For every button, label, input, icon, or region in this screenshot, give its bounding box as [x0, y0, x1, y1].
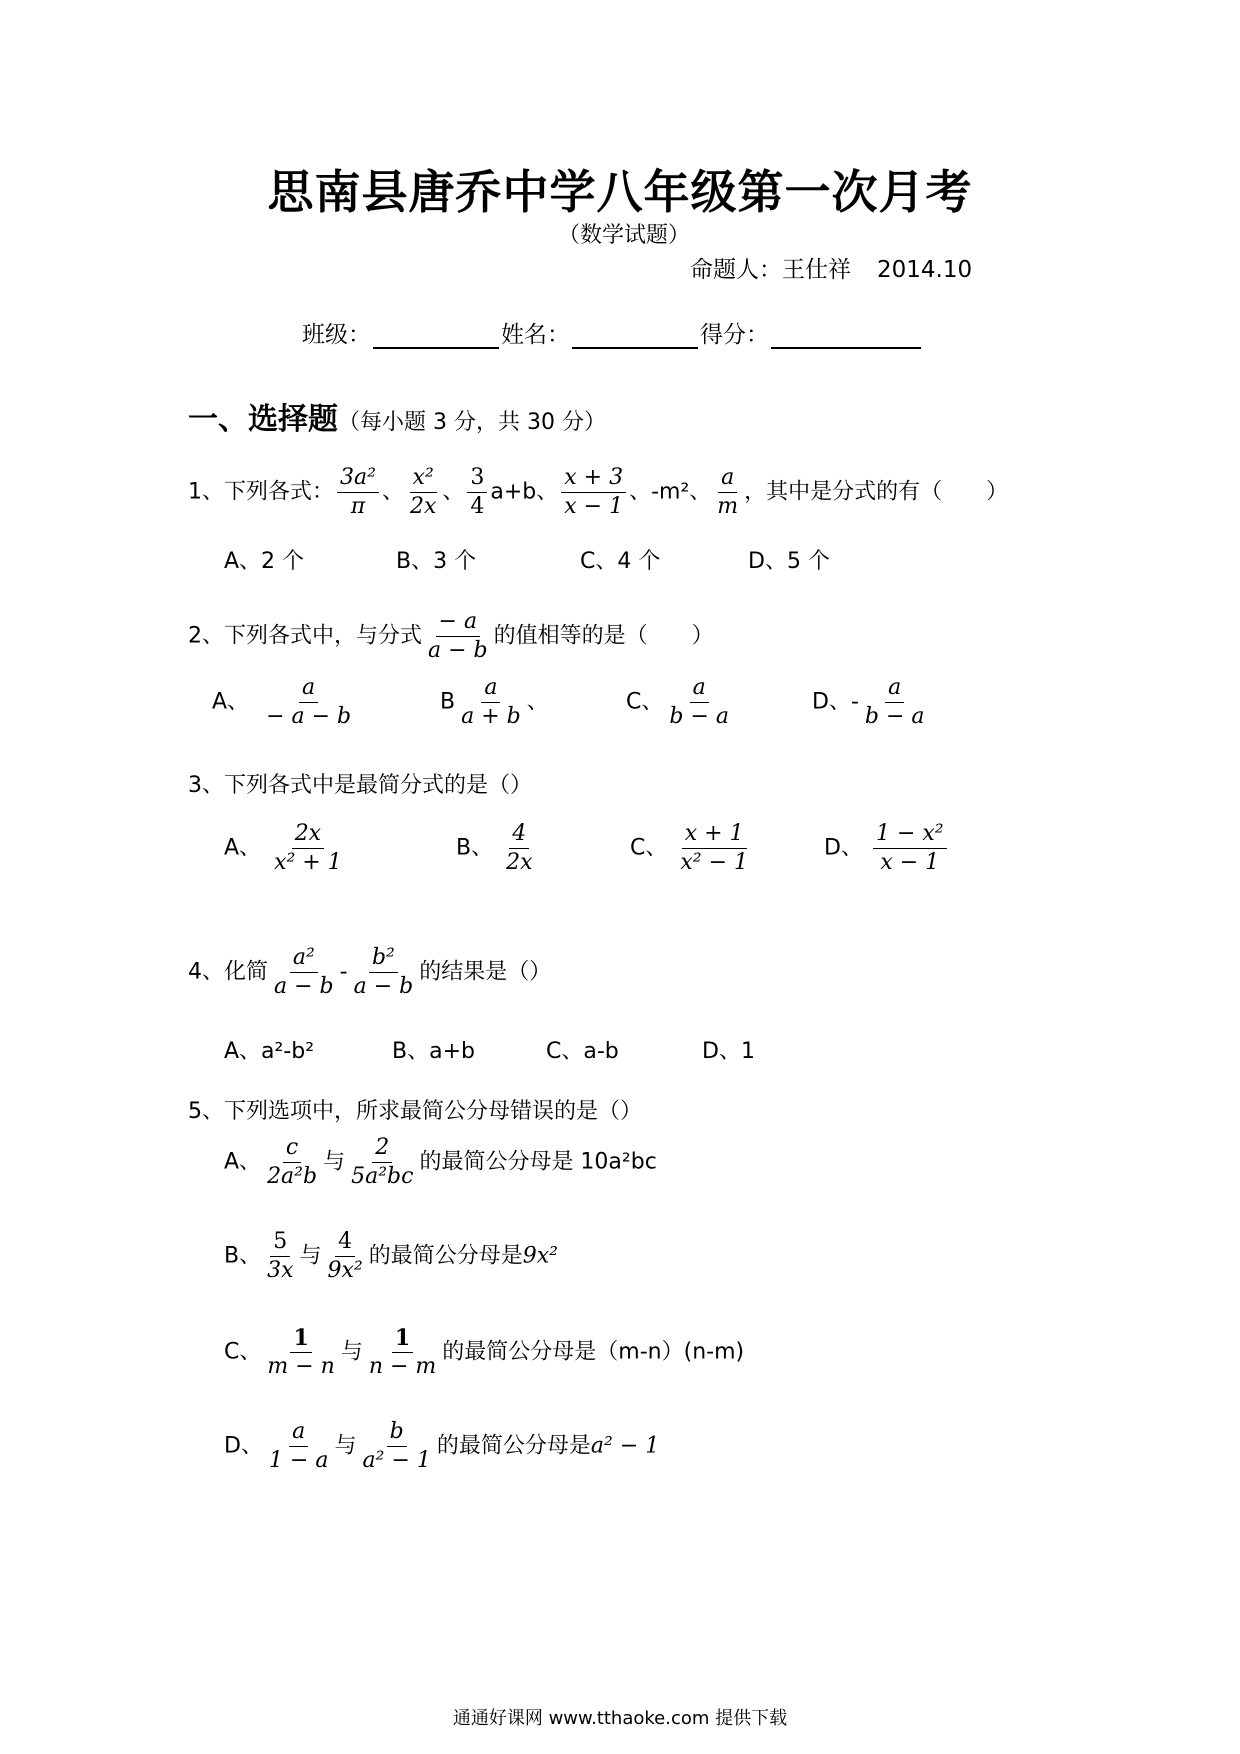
q4-prefix: 4、化简	[188, 959, 268, 985]
score-blank[interactable]	[771, 323, 921, 349]
q2-option-c[interactable]	[626, 674, 735, 731]
denominator: 5a²bc	[351, 1164, 414, 1189]
question-1	[188, 464, 1008, 521]
q5-option-d[interactable]	[224, 1418, 659, 1475]
numerator: 1	[392, 1324, 413, 1353]
numerator: a	[690, 674, 709, 703]
option-text: 的最简公分母是	[368, 1243, 523, 1269]
q1-fraction-4	[561, 464, 626, 521]
section-title: 一、选择题	[188, 402, 338, 437]
denominator: a − b	[353, 974, 414, 999]
denominator: x² − 1	[680, 850, 749, 875]
q5-c-fraction-2	[366, 1324, 439, 1381]
numerator: 5	[270, 1228, 290, 1257]
q5-option-a[interactable]	[224, 1134, 657, 1191]
numerator: 3a²	[337, 464, 379, 493]
denominator: m − n	[267, 1354, 335, 1379]
q3-option-c[interactable]	[630, 820, 754, 877]
denominator: m	[717, 494, 739, 519]
q1-term-3: a+b、	[490, 479, 559, 505]
option-label: C、	[626, 689, 664, 715]
option-label: C、	[224, 1339, 262, 1365]
numerator: 4	[335, 1228, 355, 1257]
question-4	[188, 944, 551, 1001]
option-expression: a² − 1	[590, 1433, 660, 1459]
q1-suffix: ，其中是分式的有（ ）	[744, 479, 1009, 505]
q4-option-c[interactable]: C、a-b	[546, 1039, 619, 1064]
author-line	[690, 251, 972, 284]
q4-option-a[interactable]: A、a²-b²	[224, 1039, 315, 1064]
numerator: − a	[436, 608, 481, 637]
denominator: − a − b	[266, 704, 352, 729]
denominator: a − b	[274, 974, 334, 999]
numerator: x + 1	[682, 820, 747, 849]
question-2	[188, 608, 714, 665]
q2-prefix: 2、下列各式中，与分式	[188, 623, 422, 649]
denominator: 1 − a	[268, 1448, 329, 1473]
q2-fraction	[425, 608, 491, 665]
denominator: 2x	[409, 494, 437, 519]
q1-option-c[interactable]: C、4 个	[580, 549, 661, 574]
option-label: A、	[224, 835, 262, 861]
q1-fraction-1	[337, 464, 379, 521]
q4-minus: -	[339, 959, 348, 985]
numerator: 1	[290, 1324, 311, 1353]
class-blank[interactable]	[373, 323, 499, 349]
q5-d-fraction-1	[266, 1418, 332, 1475]
option-expression: 9x²	[522, 1243, 558, 1269]
denominator: π	[350, 494, 366, 519]
numerator: a	[885, 674, 904, 703]
q1-fraction-5	[714, 464, 741, 521]
numerator: a	[481, 674, 500, 703]
q1-option-b[interactable]: B、3 个	[396, 549, 477, 574]
class-label: 班级：	[302, 322, 371, 348]
exam-title: 思南县唐乔中学八年级第一次月考	[267, 165, 973, 219]
q4-fraction-1	[271, 944, 337, 1001]
q5-d-fraction-2	[360, 1418, 434, 1475]
q3-d-fraction	[873, 820, 947, 877]
numerator: 3	[467, 464, 487, 493]
q2-b-fraction	[458, 674, 524, 731]
denominator: a + b	[461, 704, 521, 729]
denominator: b − a	[669, 704, 729, 729]
q2-option-a[interactable]	[212, 674, 357, 731]
denominator: a² − 1	[362, 1448, 431, 1473]
denominator: 2x	[506, 850, 533, 875]
option-label: B、	[224, 1243, 262, 1269]
connector: 与	[340, 1339, 363, 1365]
q1-option-d[interactable]: D、5 个	[748, 549, 830, 574]
numerator: c	[283, 1134, 301, 1163]
q4-option-d[interactable]: D、1	[702, 1039, 755, 1064]
option-text: 的最简公分母是 10a²bc	[419, 1149, 657, 1175]
numerator: a	[289, 1418, 308, 1447]
q1-option-a[interactable]: A、2 个	[224, 549, 305, 574]
numerator: x + 3	[561, 464, 626, 493]
denominator: 4	[470, 494, 485, 519]
numerator: a	[299, 674, 318, 703]
q1-term-4: 、-m²、	[629, 479, 712, 505]
numerator: 2	[372, 1134, 392, 1163]
option-label: A、	[212, 689, 250, 715]
exam-subtitle: （数学试题）	[557, 223, 690, 248]
connector: 与	[299, 1243, 322, 1269]
denominator: 2a²b	[267, 1164, 318, 1189]
option-label: A、	[224, 1149, 262, 1175]
numerator: 1 − x²	[873, 820, 947, 849]
name-blank[interactable]	[572, 323, 698, 349]
author-label: 命题人：王仕祥	[690, 257, 851, 283]
section-heading	[188, 394, 606, 438]
option-label: B	[440, 689, 456, 715]
q5-option-c[interactable]	[224, 1324, 744, 1381]
q2-a-fraction	[263, 674, 354, 731]
q3-b-fraction	[503, 820, 535, 877]
numerator: 2x	[292, 820, 324, 849]
option-label: C、	[630, 835, 668, 861]
denominator: b − a	[864, 704, 925, 729]
q2-option-b[interactable]	[440, 674, 549, 731]
q5-b-fraction-1	[264, 1228, 296, 1285]
q3-option-b[interactable]	[456, 820, 539, 877]
option-label: D、	[224, 1433, 263, 1459]
q3-a-fraction	[271, 820, 345, 877]
q1-fraction-2	[407, 464, 439, 521]
option-suffix: 、	[526, 689, 549, 715]
denominator: x² + 1	[274, 850, 342, 875]
name-label: 姓名：	[501, 322, 570, 348]
numerator: b²	[369, 944, 398, 973]
q2-c-fraction	[666, 674, 732, 731]
option-label: B、	[456, 835, 494, 861]
q2-option-d[interactable]	[812, 674, 931, 731]
question-5: 5、下列选项中，所求最简公分母错误的是（）	[188, 1099, 642, 1124]
option-label: D、-	[812, 689, 859, 715]
question-3: 3、下列各式中是最简分式的是（）	[188, 773, 532, 798]
q5-a-fraction-1	[264, 1134, 320, 1191]
q2-suffix: 的值相等的是（ ）	[493, 623, 714, 649]
exam-date: 2014.10	[877, 257, 973, 283]
numerator: a	[718, 464, 737, 493]
q1-prefix: 1、下列各式：	[188, 479, 334, 505]
option-text: 的最简公分母是（m-n）(n-m)	[442, 1339, 745, 1365]
section-note: （每小题 3 分，共 30 分）	[338, 410, 606, 435]
option-label: D、	[824, 835, 863, 861]
numerator: b	[387, 1418, 407, 1447]
denominator: n − m	[368, 1354, 437, 1379]
q4-suffix: 的结果是（）	[419, 959, 552, 985]
connector: 与	[323, 1149, 346, 1175]
denominator: x − 1	[564, 494, 624, 519]
q3-option-d[interactable]	[824, 820, 950, 877]
page-footer: 通通好课网 www.tthaoke.com 提供下载	[452, 1708, 788, 1729]
q5-b-fraction-2	[325, 1228, 366, 1285]
q3-c-fraction	[677, 820, 751, 877]
connector: 与	[334, 1433, 357, 1459]
denominator: a − b	[428, 638, 488, 663]
numerator: a²	[290, 944, 318, 973]
denominator: 3x	[267, 1258, 294, 1283]
q5-a-fraction-2	[348, 1134, 416, 1191]
q1-fraction-3	[467, 464, 487, 521]
separator: 、	[381, 479, 404, 505]
q2-d-fraction	[862, 674, 928, 731]
q4-fraction-2	[351, 944, 417, 1001]
q5-c-fraction-1	[264, 1324, 337, 1381]
denominator: 9x²	[327, 1258, 363, 1283]
numerator: 4	[509, 820, 529, 849]
separator: 、	[442, 479, 465, 505]
denominator: x − 1	[880, 850, 940, 875]
numerator: x²	[410, 464, 437, 493]
score-label: 得分：	[700, 322, 769, 348]
q5-option-b[interactable]	[224, 1228, 558, 1285]
q3-option-a[interactable]	[224, 820, 348, 877]
option-text: 的最简公分母是	[436, 1433, 591, 1459]
q4-option-b[interactable]: B、a+b	[392, 1039, 475, 1064]
student-info-line	[302, 316, 923, 349]
